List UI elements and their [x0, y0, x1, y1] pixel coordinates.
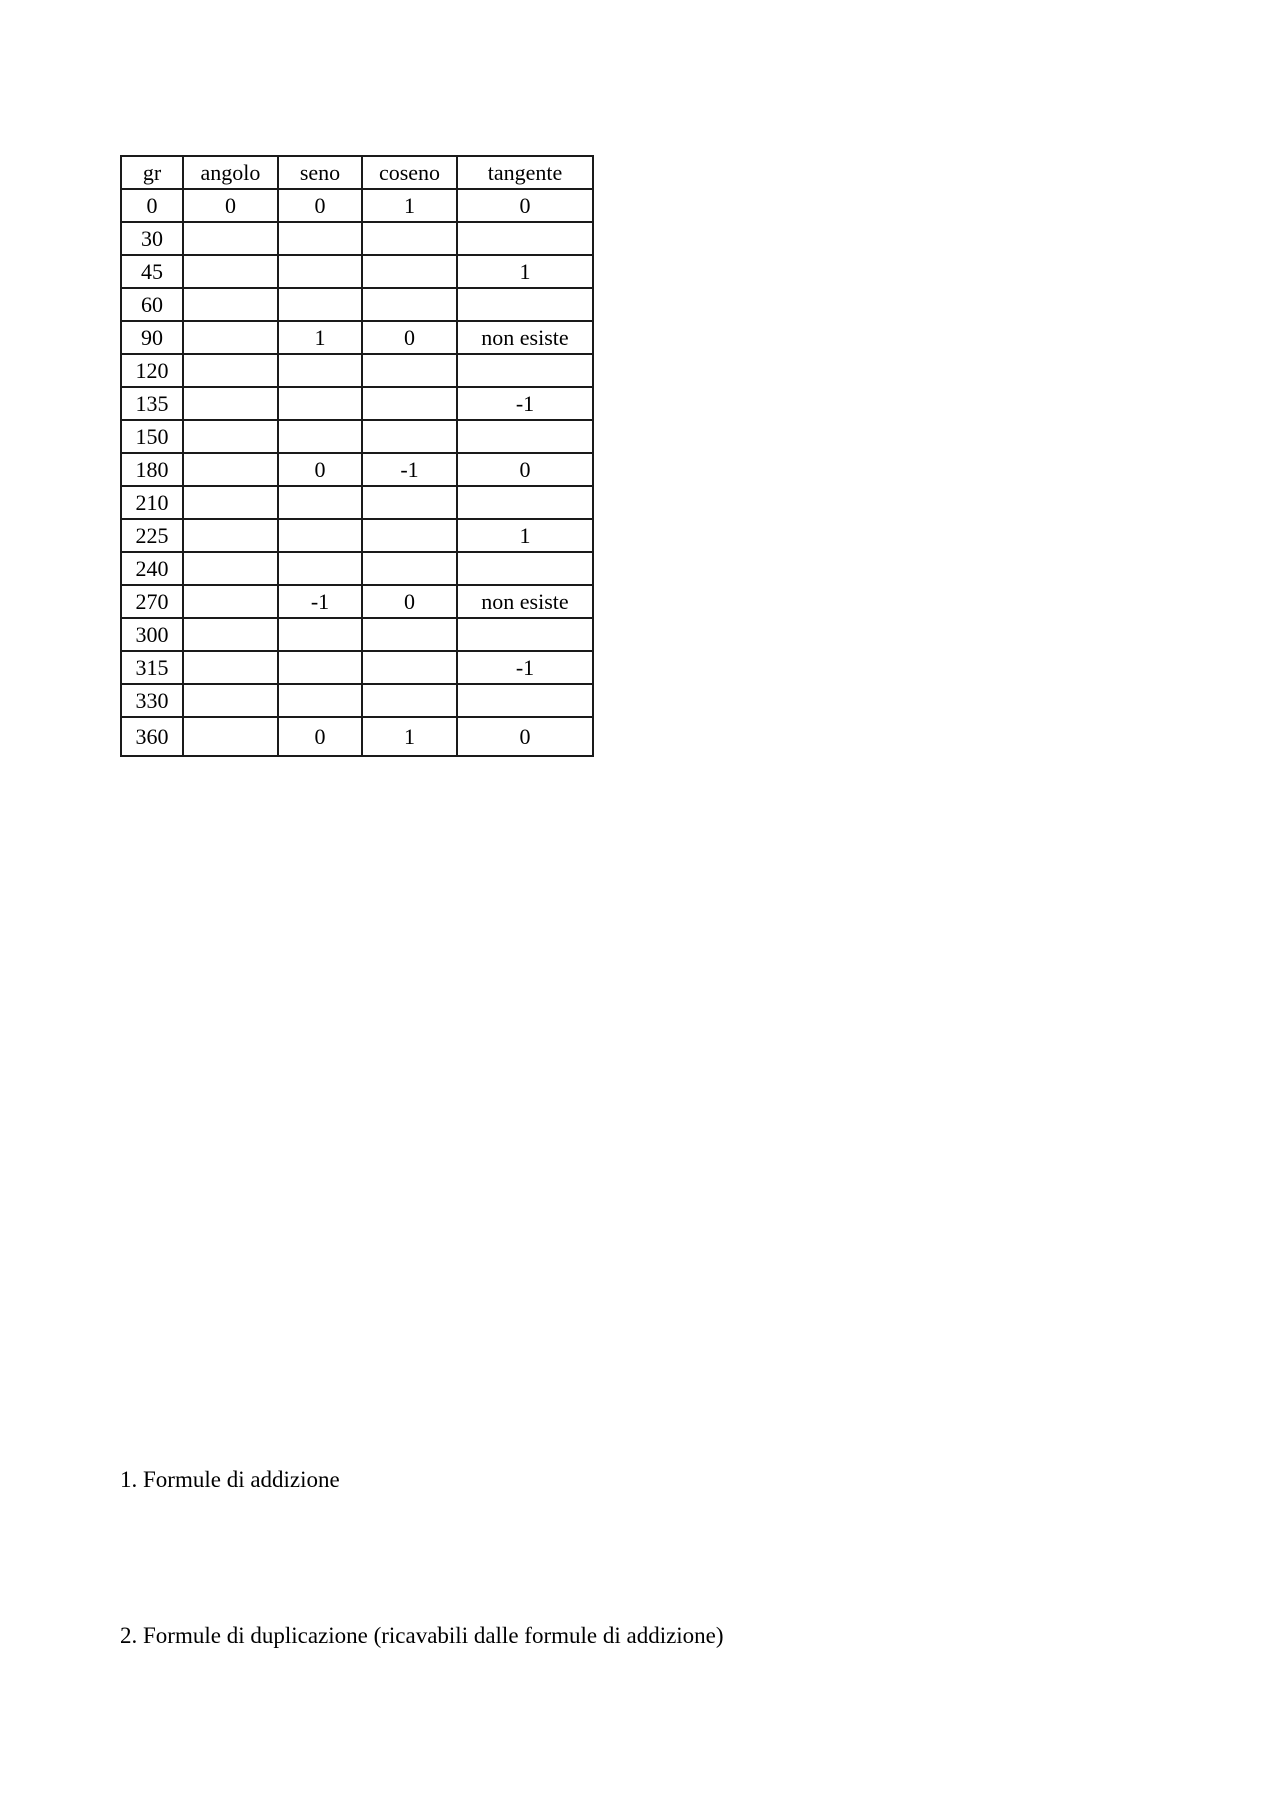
header-coseno: coseno	[362, 156, 457, 189]
cell-tangente: 0	[457, 717, 593, 756]
cell-angolo	[183, 321, 278, 354]
cell-tangente: 1	[457, 255, 593, 288]
cell-tangente	[457, 552, 593, 585]
table-row	[121, 288, 593, 321]
cell-gr: 45	[121, 255, 183, 288]
table-row	[121, 486, 593, 519]
cell-coseno	[362, 486, 457, 519]
cell-coseno	[362, 618, 457, 651]
table-row	[121, 222, 593, 255]
cell-coseno	[362, 684, 457, 717]
cell-angolo	[183, 684, 278, 717]
table-row	[121, 717, 593, 756]
cell-seno	[278, 651, 362, 684]
cell-coseno	[362, 420, 457, 453]
cell-seno	[278, 420, 362, 453]
cell-angolo	[183, 453, 278, 486]
cell-tangente: -1	[457, 387, 593, 420]
cell-coseno	[362, 651, 457, 684]
table-row	[121, 618, 593, 651]
cell-gr: 240	[121, 552, 183, 585]
cell-tangente: 0	[457, 189, 593, 222]
cell-angolo	[183, 486, 278, 519]
cell-angolo	[183, 354, 278, 387]
header-tangente: tangente	[457, 156, 593, 189]
table-row	[121, 552, 593, 585]
section-number: 1.	[120, 1467, 138, 1492]
cell-coseno: 1	[362, 717, 457, 756]
cell-coseno	[362, 255, 457, 288]
cell-seno	[278, 486, 362, 519]
cell-angolo	[183, 222, 278, 255]
section-heading-duplicazione	[120, 1622, 724, 1650]
table-row	[121, 420, 593, 453]
cell-coseno	[362, 222, 457, 255]
cell-gr: 90	[121, 321, 183, 354]
section-title: Formule di addizione	[143, 1467, 340, 1492]
cell-tangente: non esiste	[457, 321, 593, 354]
section-heading-addizione	[120, 1466, 340, 1494]
cell-tangente	[457, 420, 593, 453]
cell-seno	[278, 222, 362, 255]
cell-tangente	[457, 486, 593, 519]
cell-seno	[278, 552, 362, 585]
cell-angolo	[183, 519, 278, 552]
cell-coseno: -1	[362, 453, 457, 486]
table-row	[121, 354, 593, 387]
cell-tangente: non esiste	[457, 585, 593, 618]
cell-coseno: 0	[362, 321, 457, 354]
table-row	[121, 321, 593, 354]
cell-seno	[278, 684, 362, 717]
cell-coseno	[362, 519, 457, 552]
header-seno: seno	[278, 156, 362, 189]
table-body	[121, 189, 593, 756]
cell-tangente	[457, 288, 593, 321]
cell-coseno	[362, 354, 457, 387]
cell-tangente: -1	[457, 651, 593, 684]
cell-angolo: 0	[183, 189, 278, 222]
table-row	[121, 255, 593, 288]
cell-seno	[278, 519, 362, 552]
table-row	[121, 651, 593, 684]
cell-seno: 1	[278, 321, 362, 354]
trig-values-table	[120, 155, 594, 757]
cell-gr: 360	[121, 717, 183, 756]
cell-gr: 60	[121, 288, 183, 321]
cell-coseno	[362, 552, 457, 585]
cell-gr: 315	[121, 651, 183, 684]
cell-gr: 150	[121, 420, 183, 453]
cell-angolo	[183, 288, 278, 321]
cell-seno	[278, 618, 362, 651]
cell-tangente: 1	[457, 519, 593, 552]
table-row	[121, 189, 593, 222]
table-row	[121, 387, 593, 420]
cell-coseno: 0	[362, 585, 457, 618]
cell-seno: 0	[278, 189, 362, 222]
cell-gr: 135	[121, 387, 183, 420]
cell-gr: 30	[121, 222, 183, 255]
cell-gr: 0	[121, 189, 183, 222]
cell-angolo	[183, 717, 278, 756]
cell-tangente: 0	[457, 453, 593, 486]
table-row	[121, 684, 593, 717]
cell-angolo	[183, 255, 278, 288]
cell-angolo	[183, 387, 278, 420]
cell-angolo	[183, 618, 278, 651]
cell-angolo	[183, 420, 278, 453]
cell-coseno: 1	[362, 189, 457, 222]
header-gr: gr	[121, 156, 183, 189]
cell-coseno	[362, 387, 457, 420]
cell-seno	[278, 288, 362, 321]
cell-gr: 300	[121, 618, 183, 651]
cell-seno	[278, 387, 362, 420]
table-header-row	[121, 156, 593, 189]
table-row	[121, 453, 593, 486]
cell-gr: 210	[121, 486, 183, 519]
cell-seno: 0	[278, 453, 362, 486]
cell-coseno	[362, 288, 457, 321]
cell-tangente	[457, 354, 593, 387]
cell-tangente	[457, 618, 593, 651]
table-row	[121, 519, 593, 552]
cell-seno	[278, 255, 362, 288]
section-number: 2.	[120, 1623, 138, 1648]
cell-tangente	[457, 222, 593, 255]
cell-seno: 0	[278, 717, 362, 756]
section-title: Formule di duplicazione (ricavabili dalle formule di addizione)	[143, 1623, 724, 1648]
cell-gr: 180	[121, 453, 183, 486]
cell-seno	[278, 354, 362, 387]
table-row	[121, 585, 593, 618]
cell-angolo	[183, 552, 278, 585]
cell-gr: 120	[121, 354, 183, 387]
cell-gr: 225	[121, 519, 183, 552]
cell-angolo	[183, 585, 278, 618]
cell-tangente	[457, 684, 593, 717]
header-angolo: angolo	[183, 156, 278, 189]
cell-gr: 270	[121, 585, 183, 618]
cell-seno: -1	[278, 585, 362, 618]
cell-gr: 330	[121, 684, 183, 717]
cell-angolo	[183, 651, 278, 684]
